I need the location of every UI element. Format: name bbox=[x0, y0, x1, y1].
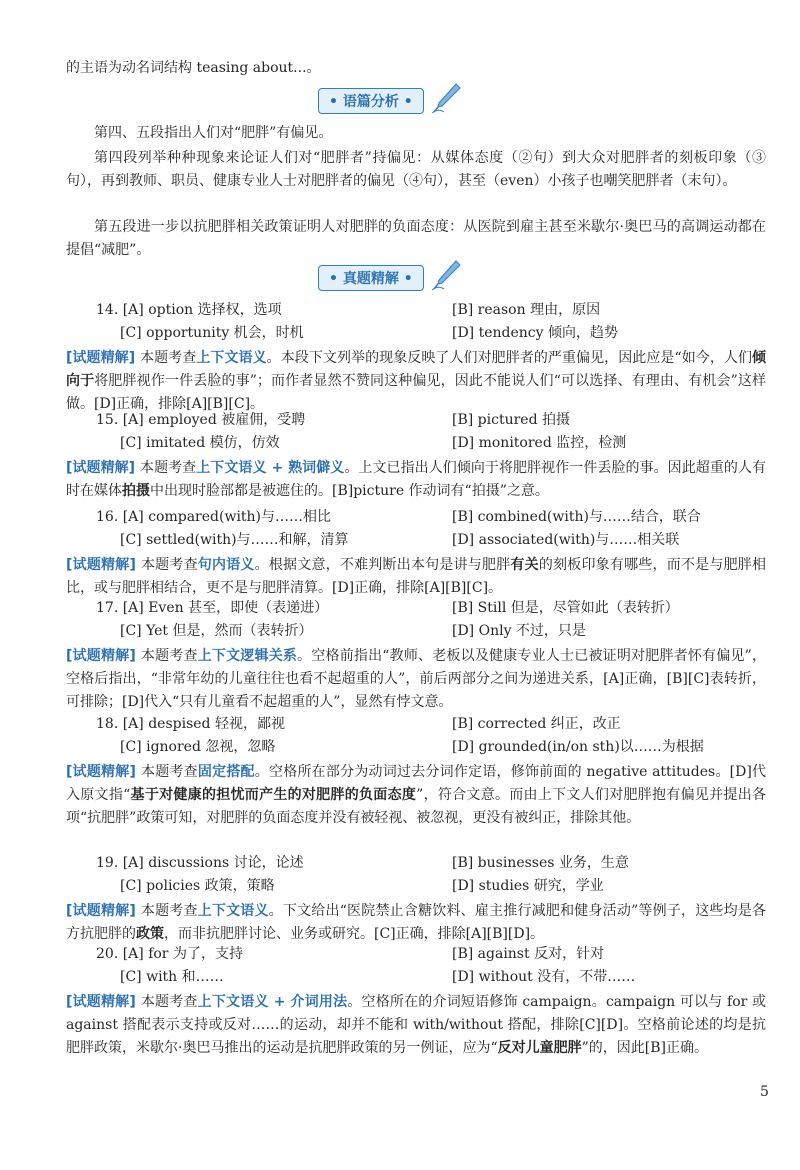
explanation bbox=[66, 991, 766, 1060]
option-d: [D] tendency 倾向，趋势 bbox=[452, 325, 618, 341]
explanation-tag: [试题精解] bbox=[66, 903, 141, 919]
explanation-text: ”，符合文意。而由上下文人们对肥胖抱有偏见并提出各项“抗肥胖”政策可知，对肥胖的负面态度并没有被轻视、被忽视，更没有被纠正，排除其他。 bbox=[66, 787, 766, 826]
option-b: [B] against 反对，针对 bbox=[452, 946, 605, 962]
explanation-text: 。空格所在的介词短语修饰 campaign。campaign 可以与 for 或 against 搭配表示支持或反对……的运动，却并不能和 with/without 搭配，排除[C][D]。空格前论述的均是抗肥胖政策，米歇尔·奥巴马推出的运动是抗肥胖政策的另一例证，应为“ bbox=[66, 994, 767, 1056]
key-phrase: 基于对健康的担忧而产生的对肥胖的负面态度 bbox=[130, 787, 417, 803]
option-a: 18. [A] despised 轻视，鄙视 bbox=[96, 716, 285, 732]
topic-highlight: 上下文语义 bbox=[196, 350, 267, 366]
explanation-tag: [试题精解] bbox=[66, 764, 141, 780]
explanation-text: 本题考查 bbox=[140, 994, 198, 1010]
explanation-tag: [试题精解] bbox=[66, 994, 141, 1010]
explanation bbox=[66, 457, 766, 503]
topic-highlight: 固定搭配 bbox=[197, 764, 255, 780]
option-d: [D] associated(with)与……相关联 bbox=[452, 532, 680, 548]
explanation-text: 。根据文意，不难判断出本句是讲与肥胖 bbox=[254, 557, 511, 573]
explanation bbox=[66, 900, 766, 946]
explanation-text: 中出现时脸部都是被遮住的。[B]picture 作动词有“拍摄”之意。 bbox=[150, 483, 549, 499]
explanation-text: 。空格所在部分为动词过去分词作定语，修饰前面的 negative attitudes。[D]代入原文指“ bbox=[66, 764, 767, 803]
analysis-p1: 第四、五段指出人们对“肥胖”有偏见。 bbox=[94, 125, 333, 141]
key-phrase: 政策 bbox=[136, 926, 164, 942]
explanation-text: 。本段下文列举的现象反映了人们对肥胖者的严重偏见，因此应是“如今，人们 bbox=[266, 350, 753, 366]
explanation-text: 本题考查 bbox=[140, 350, 197, 366]
explanation bbox=[66, 554, 766, 600]
option-d: [D] Only 不过，只是 bbox=[452, 623, 586, 639]
option-d: [D] grounded(in/on sth)以……为根据 bbox=[452, 739, 704, 755]
intro-line: 的主语为动名词结构 teasing about...。 bbox=[66, 60, 321, 76]
option-a: 15. [A] employed 被雇佣，受聘 bbox=[96, 412, 306, 428]
option-c: [C] policies 政策，策略 bbox=[120, 878, 275, 894]
option-c: [C] opportunity 机会，时机 bbox=[120, 325, 304, 341]
topic-highlight: 上下文语义 + 介词用法 bbox=[197, 994, 348, 1010]
option-b: [B] corrected 纠正，改正 bbox=[452, 716, 621, 732]
option-a: 17. [A] Even 甚至，即使（表递进） bbox=[96, 600, 329, 616]
topic-highlight: 句内语义 bbox=[197, 557, 255, 573]
option-a: 20. [A] for 为了，支持 bbox=[96, 946, 243, 962]
explanation-text: 的刻板印象有哪些，而不是与肥胖相比，或与肥胖相结合，更不是与肥胖清算。[D]正确，排除[A][B][C]。 bbox=[66, 557, 767, 596]
explanation-text: ”的，因此[B]正确。 bbox=[581, 1040, 708, 1056]
explanation-text: 将肥胖视作一件丢脸的事”；而作者显然不赞同这种偏见，因此不能说人们“可以选择、有理由、有机会”这样做。[D]正确，排除[A][B][C]。 bbox=[66, 373, 766, 412]
topic-highlight: 上下文语义 + 熟词僻义 bbox=[196, 460, 345, 476]
explanation bbox=[66, 761, 766, 830]
section-title-questions: • 真题精解 • bbox=[318, 265, 424, 291]
pen-icon bbox=[432, 82, 462, 114]
option-b: [B] Still 但是，尽管如此（表转折） bbox=[452, 600, 679, 616]
option-b: [B] combined(with)与……结合，联合 bbox=[452, 509, 701, 525]
option-b: [B] pictured 拍摄 bbox=[452, 412, 570, 428]
key-phrase: 倾向于 bbox=[66, 350, 767, 389]
explanation bbox=[66, 347, 766, 416]
explanation-text: 。上文已指出人们倾向于将肥胖视作一件丢脸的事。因此超重的人有时在媒体 bbox=[66, 460, 767, 499]
section-header-questions bbox=[0, 263, 800, 293]
option-c: [C] settled(with)与……和解，清算 bbox=[120, 532, 349, 548]
explanation-text: ，而非抗肥胖讨论、业务或研究。[C]正确，排除[A][B][D]。 bbox=[164, 926, 545, 942]
explanation-text: 本题考查 bbox=[140, 557, 198, 573]
option-a: 19. [A] discussions 讨论，论述 bbox=[96, 855, 304, 871]
option-a: 16. [A] compared(with)与……相比 bbox=[96, 509, 332, 525]
topic-highlight: 上下文逻辑关系 bbox=[197, 648, 298, 664]
key-phrase: 反对儿童肥胖 bbox=[497, 1040, 582, 1056]
explanation bbox=[66, 645, 766, 714]
key-phrase: 有关 bbox=[510, 557, 539, 573]
explanation-text: 本题考查 bbox=[140, 460, 197, 476]
page-number: 5 bbox=[760, 1084, 769, 1100]
analysis-p3: 第五段进一步以抗肥胖相关政策证明人对肥胖的负面态度：从医院到雇主甚至米歇尔·奥巴马的高调运动都在提倡“减肥”。 bbox=[66, 219, 766, 258]
explanation-text: 本题考查 bbox=[140, 648, 198, 664]
explanation-tag: [试题精解] bbox=[66, 648, 141, 664]
section-title-analysis: • 语篇分析 • bbox=[318, 88, 424, 114]
option-d: [D] monitored 监控，检测 bbox=[452, 435, 627, 451]
option-b: [B] reason 理由，原因 bbox=[452, 302, 601, 318]
option-a: 14. [A] option 选择权，选项 bbox=[96, 302, 282, 318]
option-b: [B] businesses 业务，生意 bbox=[452, 855, 629, 871]
option-d: [D] studies 研究，学业 bbox=[452, 878, 604, 894]
explanation-text: 。下文给出“医院禁止含糖饮料、雇主推行减肥和健身活动”等例子，这些均是各方抗肥胖的 bbox=[66, 903, 767, 942]
key-phrase: 拍摄 bbox=[122, 483, 150, 499]
pen-icon bbox=[432, 259, 462, 291]
explanation-text: 本题考查 bbox=[141, 764, 198, 780]
option-c: [C] ignored 忽视，忽略 bbox=[120, 739, 276, 755]
explanation-tag: [试题精解] bbox=[66, 460, 141, 476]
option-c: [C] Yet 但是，然而（表转折） bbox=[120, 623, 313, 639]
section-header-analysis bbox=[0, 86, 800, 116]
analysis-p2: 第四段列举种种现象来论证人们对“肥胖者”持偏见：从媒体态度（②句）到大众对肥胖者的刻板印象（③句），再到教师、职员、健康专业人士对肥胖者的偏见（④句），甚至（even）小孩子也嘲笑肥胖者（末句）。 bbox=[66, 150, 766, 189]
option-c: [C] with 和…… bbox=[120, 969, 224, 985]
option-c: [C] imitated 模仿，仿效 bbox=[120, 435, 280, 451]
topic-highlight: 上下文语义 bbox=[197, 903, 269, 919]
explanation-tag: [试题精解] bbox=[66, 350, 141, 366]
explanation-tag: [试题精解] bbox=[66, 557, 141, 573]
option-d: [D] without 没有，不带…… bbox=[452, 969, 636, 985]
explanation-text: 。空格前指出“教师、老板以及健康专业人士已被证明对肥胖者怀有偏见”，空格后指出，“非常年幼的儿童往往也看不起超重的人”，前后两部分之间为递进关系，[A]正确，[B][C]表转折，可排除；[D]代入“只有儿童看不起超重的人”，显然有悖文意。 bbox=[66, 648, 767, 710]
explanation-text: 本题考查 bbox=[140, 903, 198, 919]
